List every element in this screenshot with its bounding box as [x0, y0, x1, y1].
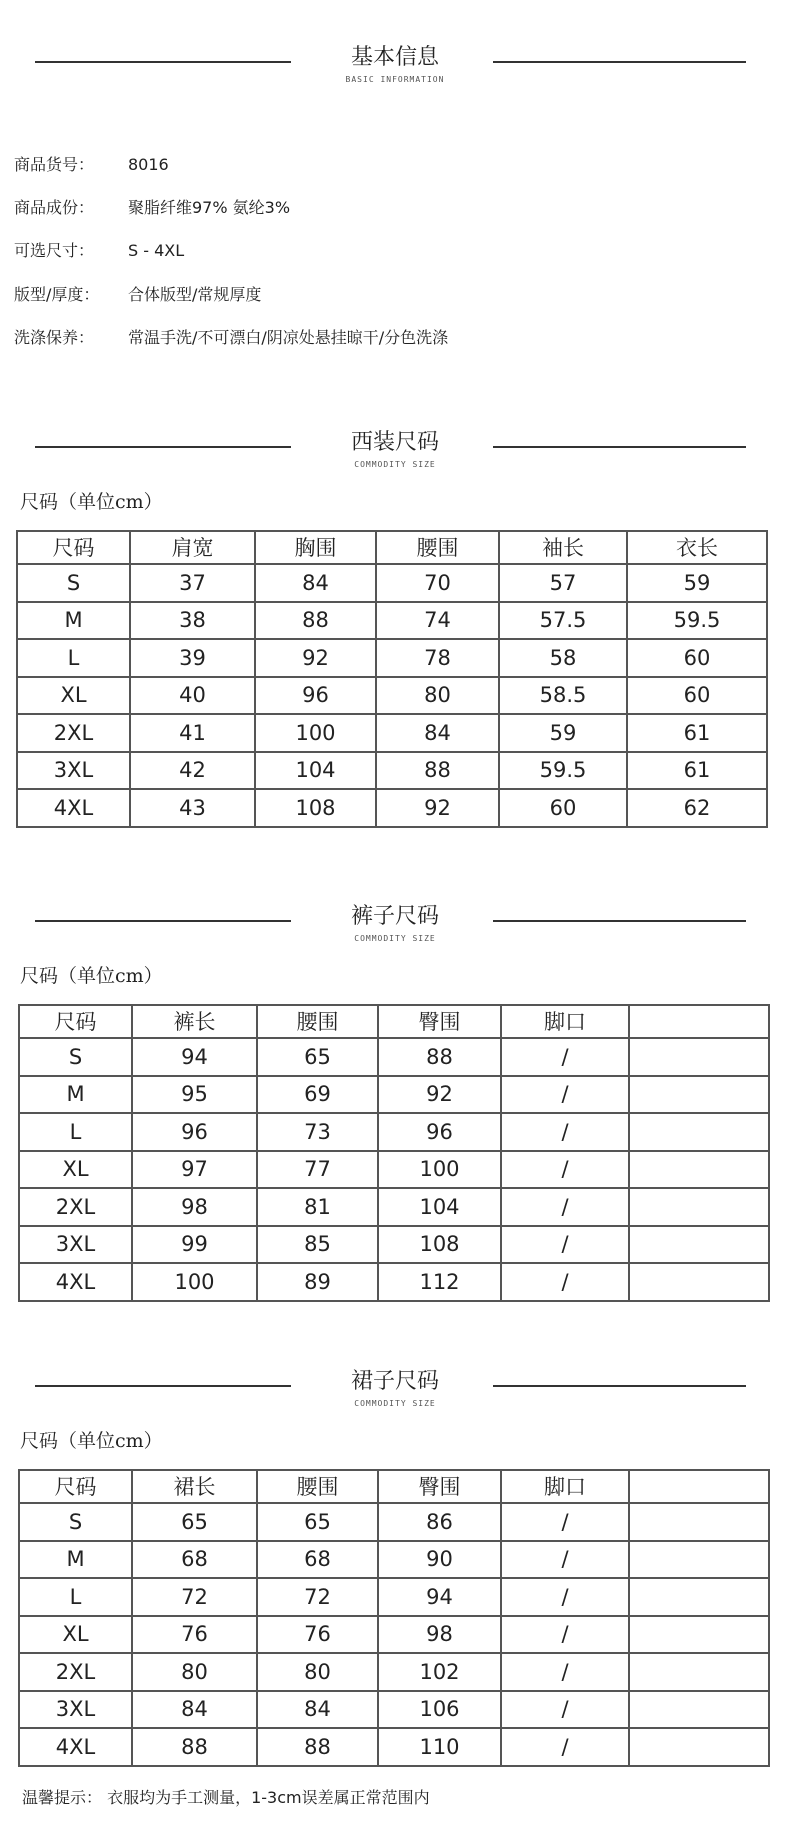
table-cell: 80: [132, 1653, 257, 1691]
table-cell: /: [501, 1188, 629, 1226]
table-row: [19, 1151, 769, 1189]
table-row: [17, 714, 767, 752]
table-cell: /: [501, 1113, 629, 1151]
table-cell: 58: [499, 639, 627, 677]
table-row: [19, 1113, 769, 1151]
column-header: 脚口: [501, 1005, 629, 1038]
table-cell: [629, 1038, 769, 1076]
table-cell: 104: [378, 1188, 501, 1226]
table-cell: 58.5: [499, 677, 627, 715]
table-cell: 65: [257, 1038, 378, 1076]
table-cell: 74: [376, 602, 499, 640]
column-header: 裙长: [132, 1470, 257, 1503]
skirt-size-table: [18, 1469, 770, 1767]
table-cell: 61: [627, 714, 767, 752]
table-row: [17, 602, 767, 640]
table-cell: /: [501, 1616, 629, 1654]
table-cell: S: [17, 564, 130, 602]
unit-label: 尺码（单位cm）: [20, 491, 163, 513]
info-label: 可选尺寸：: [14, 241, 95, 260]
table-cell: /: [501, 1728, 629, 1766]
table-cell: 69: [257, 1076, 378, 1114]
table-cell: 88: [132, 1728, 257, 1766]
table-cell: L: [17, 639, 130, 677]
pants-size-table: [18, 1004, 770, 1302]
table-cell: 88: [376, 752, 499, 790]
table-cell: 98: [132, 1188, 257, 1226]
table-row: [19, 1226, 769, 1264]
table-cell: 92: [378, 1076, 501, 1114]
table-cell: 70: [376, 564, 499, 602]
table-cell: /: [501, 1503, 629, 1541]
table-cell: 65: [257, 1503, 378, 1541]
table-cell: 39: [130, 639, 255, 677]
column-header: 臀围: [378, 1005, 501, 1038]
section-subtitle: COMMODITY SIZE: [354, 1399, 436, 1408]
table-cell: 84: [255, 564, 376, 602]
info-row: [14, 153, 714, 177]
suit-size-table: [16, 530, 768, 828]
section-title: 裙子尺码: [350, 1369, 439, 1394]
info-label: 商品货号：: [14, 155, 95, 174]
table-cell: XL: [19, 1616, 132, 1654]
table-cell: 100: [378, 1151, 501, 1189]
table-cell: S: [19, 1038, 132, 1076]
table-cell: 60: [627, 677, 767, 715]
table-row: [17, 677, 767, 715]
table-cell: 84: [376, 714, 499, 752]
unit-label: 尺码（单位cm）: [20, 965, 163, 987]
table-cell: [629, 1188, 769, 1226]
table-cell: 68: [257, 1541, 378, 1579]
table-cell: XL: [19, 1151, 132, 1189]
info-value: 常温手洗/不可漂白/阴凉处悬挂晾干/分色洗涤: [128, 328, 449, 347]
table-cell: 100: [132, 1263, 257, 1301]
table-cell: M: [19, 1076, 132, 1114]
table-cell: 94: [132, 1038, 257, 1076]
table-row: [19, 1616, 769, 1654]
table-row: [19, 1541, 769, 1579]
table-cell: 57.5: [499, 602, 627, 640]
table-cell: 88: [257, 1728, 378, 1766]
info-label: 洗涤保养：: [14, 328, 95, 347]
table-cell: /: [501, 1038, 629, 1076]
table-row: [19, 1653, 769, 1691]
table-row: [19, 1076, 769, 1114]
table-cell: 2XL: [19, 1653, 132, 1691]
table-row: [19, 1038, 769, 1076]
table-cell: M: [19, 1541, 132, 1579]
table-cell: 104: [255, 752, 376, 790]
table-cell: L: [19, 1113, 132, 1151]
table-cell: /: [501, 1076, 629, 1114]
table-cell: [629, 1503, 769, 1541]
table-cell: 81: [257, 1188, 378, 1226]
table-cell: 98: [378, 1616, 501, 1654]
column-header: 肩宽: [130, 531, 255, 564]
column-header: 臀围: [378, 1470, 501, 1503]
table-cell: M: [17, 602, 130, 640]
table-cell: 62: [627, 789, 767, 827]
table-cell: 97: [132, 1151, 257, 1189]
table-cell: 77: [257, 1151, 378, 1189]
table-cell: 78: [376, 639, 499, 677]
table-row: [17, 752, 767, 790]
table-header-row: [19, 1005, 769, 1038]
table-row: [19, 1578, 769, 1616]
info-label: 版型/厚度：: [14, 285, 100, 304]
table-cell: 100: [255, 714, 376, 752]
table-row: [19, 1728, 769, 1766]
column-header: 胸围: [255, 531, 376, 564]
table-cell: 84: [257, 1691, 378, 1729]
table-cell: [629, 1226, 769, 1264]
unit-label: 尺码（单位cm）: [20, 1430, 163, 1452]
table-cell: 68: [132, 1541, 257, 1579]
table-cell: [629, 1691, 769, 1729]
table-cell: 2XL: [19, 1188, 132, 1226]
table-cell: 4XL: [19, 1263, 132, 1301]
table-header-row: [17, 531, 767, 564]
table-cell: 61: [627, 752, 767, 790]
table-cell: /: [501, 1691, 629, 1729]
table-cell: 40: [130, 677, 255, 715]
info-row: [14, 283, 714, 307]
table-cell: [629, 1541, 769, 1579]
table-cell: 108: [378, 1226, 501, 1264]
table-cell: 96: [255, 677, 376, 715]
table-cell: 3XL: [19, 1226, 132, 1264]
column-header: 衣长: [627, 531, 767, 564]
table-cell: 73: [257, 1113, 378, 1151]
section-subtitle: COMMODITY SIZE: [354, 460, 436, 469]
table-cell: /: [501, 1653, 629, 1691]
table-cell: 59.5: [627, 602, 767, 640]
table-row: [17, 789, 767, 827]
info-row: [14, 326, 714, 350]
info-value: S - 4XL: [128, 241, 185, 260]
table-cell: [629, 1578, 769, 1616]
table-cell: [629, 1263, 769, 1301]
table-cell: 60: [499, 789, 627, 827]
table-cell: 102: [378, 1653, 501, 1691]
table-cell: [629, 1076, 769, 1114]
column-header: 袖长: [499, 531, 627, 564]
table-cell: 59: [499, 714, 627, 752]
table-cell: [629, 1113, 769, 1151]
column-header: 裤长: [132, 1005, 257, 1038]
table-cell: 88: [255, 602, 376, 640]
table-cell: XL: [17, 677, 130, 715]
column-header: 脚口: [501, 1470, 629, 1503]
table-cell: /: [501, 1226, 629, 1264]
table-cell: 59: [627, 564, 767, 602]
table-cell: 95: [132, 1076, 257, 1114]
table-cell: 90: [378, 1541, 501, 1579]
column-header: 腰围: [257, 1470, 378, 1503]
table-cell: 42: [130, 752, 255, 790]
table-cell: 76: [257, 1616, 378, 1654]
table-cell: 4XL: [17, 789, 130, 827]
table-cell: 85: [257, 1226, 378, 1264]
table-cell: 38: [130, 602, 255, 640]
table-cell: 65: [132, 1503, 257, 1541]
table-cell: 88: [378, 1038, 501, 1076]
info-row: [14, 239, 714, 263]
section-title: 西装尺码: [350, 430, 439, 455]
table-cell: 106: [378, 1691, 501, 1729]
table-cell: 96: [132, 1113, 257, 1151]
column-header: 尺码: [17, 531, 130, 564]
table-cell: 72: [257, 1578, 378, 1616]
table-row: [19, 1691, 769, 1729]
info-value: 8016: [128, 155, 169, 174]
table-row: [19, 1503, 769, 1541]
section-title: 裤子尺码: [350, 904, 439, 929]
table-cell: 80: [376, 677, 499, 715]
table-cell: 80: [257, 1653, 378, 1691]
table-cell: [629, 1728, 769, 1766]
table-cell: 60: [627, 639, 767, 677]
table-cell: 41: [130, 714, 255, 752]
table-cell: S: [19, 1503, 132, 1541]
table-cell: 76: [132, 1616, 257, 1654]
table-row: [17, 639, 767, 677]
table-cell: 4XL: [19, 1728, 132, 1766]
table-cell: 72: [132, 1578, 257, 1616]
table-row: [19, 1188, 769, 1226]
table-cell: 110: [378, 1728, 501, 1766]
section-subtitle: COMMODITY SIZE: [354, 934, 436, 943]
table-cell: 92: [376, 789, 499, 827]
table-cell: L: [19, 1578, 132, 1616]
table-cell: 2XL: [17, 714, 130, 752]
table-cell: [629, 1616, 769, 1654]
section-title: 基本信息: [350, 45, 439, 70]
column-header: 腰围: [257, 1005, 378, 1038]
section-subtitle: BASIC INFORMATION: [345, 75, 445, 84]
table-cell: 94: [378, 1578, 501, 1616]
table-cell: [629, 1151, 769, 1189]
table-cell: 84: [132, 1691, 257, 1729]
table-cell: 89: [257, 1263, 378, 1301]
table-cell: 57: [499, 564, 627, 602]
column-header: [629, 1005, 769, 1038]
table-cell: 112: [378, 1263, 501, 1301]
column-header: [629, 1470, 769, 1503]
table-row: [19, 1263, 769, 1301]
table-cell: /: [501, 1151, 629, 1189]
column-header: 尺码: [19, 1470, 132, 1503]
info-label: 商品成份：: [14, 198, 95, 217]
table-cell: 43: [130, 789, 255, 827]
section-header-basic-info: [0, 45, 790, 111]
table-cell: 59.5: [499, 752, 627, 790]
info-value: 合体版型/常规厚度: [128, 285, 262, 304]
table-header-row: [19, 1470, 769, 1503]
table-cell: 3XL: [17, 752, 130, 790]
table-cell: 3XL: [19, 1691, 132, 1729]
info-row: [14, 196, 714, 220]
table-cell: /: [501, 1541, 629, 1579]
table-cell: 108: [255, 789, 376, 827]
info-value: 聚脂纤维97% 氨纶3%: [128, 198, 291, 217]
table-cell: 99: [132, 1226, 257, 1264]
column-header: 腰围: [376, 531, 499, 564]
column-header: 尺码: [19, 1005, 132, 1038]
table-cell: /: [501, 1263, 629, 1301]
table-cell: [629, 1653, 769, 1691]
table-cell: 96: [378, 1113, 501, 1151]
footer-tip: 温馨提示： 衣服均为手工测量，1-3cm误差属正常范围内: [22, 1788, 430, 1807]
table-cell: 92: [255, 639, 376, 677]
table-cell: 37: [130, 564, 255, 602]
table-cell: /: [501, 1578, 629, 1616]
table-row: [17, 564, 767, 602]
table-cell: 86: [378, 1503, 501, 1541]
